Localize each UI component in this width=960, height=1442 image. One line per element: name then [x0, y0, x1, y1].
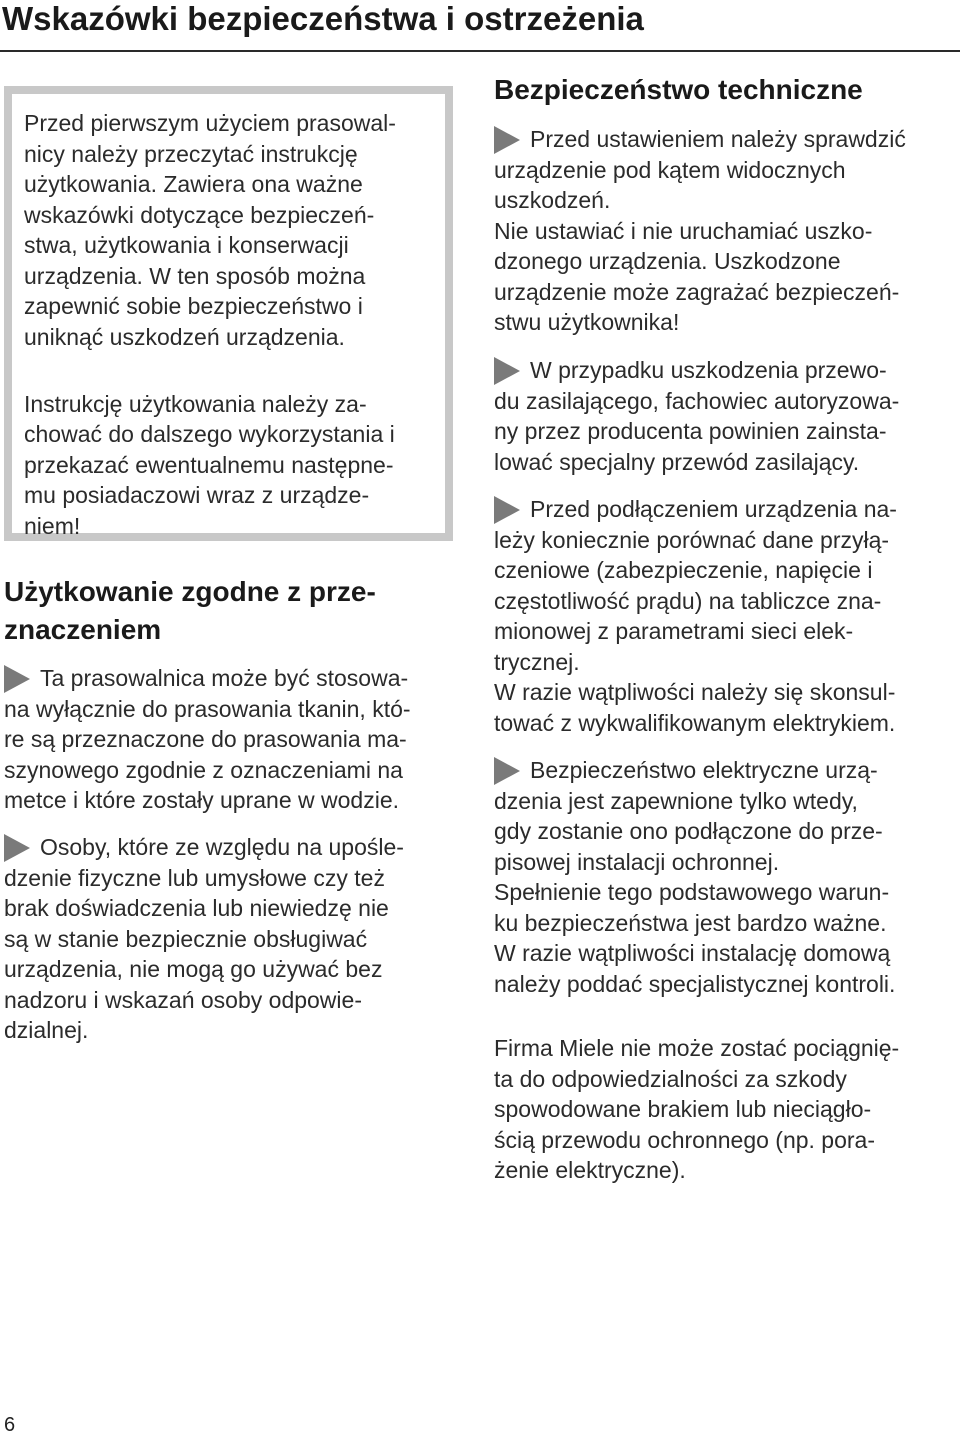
text-line: szynowego zgodnie z oznaczeniami na — [4, 757, 403, 783]
text-line: pisowej instalacji ochronnej. — [494, 849, 780, 875]
triangle-bullet-icon — [494, 357, 520, 385]
text-line: Przed podłączeniem urządzenia na- — [494, 494, 897, 524]
triangle-bullet-icon — [494, 496, 520, 524]
text-line: gdy zostanie ono podłączone do prze- — [494, 818, 883, 844]
text-line: du zasilającego, fachowiec autoryzowa- — [494, 388, 900, 414]
text-line: brak doświadczenia lub niewiedzę nie — [4, 895, 389, 921]
heading-line: znaczeniem — [4, 614, 162, 645]
text-line: mionowej z parametrami sieci elek- — [494, 618, 854, 644]
text-line: spowodowane brakiem lub nieciągło- — [494, 1096, 872, 1122]
technical-safety-heading: Bezpieczeństwo techniczne — [494, 74, 863, 105]
text-line: ścią przewodu ochronnego (np. pora- — [494, 1127, 876, 1153]
text-line: urządzenie pod kątem widocznych — [494, 157, 846, 183]
text-line: żenie elektryczne). — [494, 1157, 686, 1183]
text-line: urządzenia. W ten sposób można — [24, 263, 366, 289]
text-line: nadzoru i wskazań osoby odpowie- — [4, 987, 362, 1013]
text-line: Spełnienie tego podstawowego warun- — [494, 879, 890, 905]
text-line: niem! — [24, 513, 81, 539]
text-line: są w stanie bezpiecznie obsługiwać — [4, 926, 368, 952]
text-line: ta do odpowiedzialności za szkody — [494, 1066, 847, 1092]
text-line: dzenia jest zapewnione tylko wtedy, — [494, 788, 858, 814]
text-line: trycznej. — [494, 649, 580, 675]
triangle-bullet-icon — [494, 126, 520, 154]
text-line: uszkodzeń. — [494, 187, 611, 213]
text-line: Firma Miele nie może zostać pociągnię- — [494, 1035, 900, 1061]
text-line: zapewnić sobie bezpieczeństwo i — [24, 293, 363, 319]
text-line: Bezpieczeństwo elektryczne urzą- — [494, 755, 878, 785]
text-line: re są przeznaczone do prasowania ma- — [4, 726, 407, 752]
text-line: przekazać ewentualnemu następne- — [24, 452, 394, 478]
text-line: ny przez producenta powinien zainsta- — [494, 418, 887, 444]
text-line: W przypadku uszkodzenia przewo- — [494, 355, 887, 385]
text-line: W razie wątpliwości instalację domową — [494, 940, 891, 966]
text-line: wskazówki dotyczące bezpieczeń- — [24, 202, 375, 228]
heading-line: Użytkowanie zgodne z prze- — [4, 576, 376, 607]
text-line: stwa, użytkowania i konserwacji — [24, 232, 349, 258]
text-line: uniknąć uszkodzeń urządzenia. — [24, 324, 345, 350]
text-line: urządzenie może zagrażać bezpieczeń- — [494, 279, 900, 305]
text-line: Nie ustawiać i nie uruchamiać uszko- — [494, 218, 873, 244]
text-line: na wyłącznie do prasowania tkanin, któ- — [4, 696, 411, 722]
text-line: dzonego urządzenia. Uszkodzone — [494, 248, 841, 274]
text-line: Instrukcję użytkowania należy za- — [24, 391, 367, 417]
text-line: stwu użytkownika! — [494, 309, 680, 335]
text-line: urządzenia, nie mogą go używać bez — [4, 956, 383, 982]
text-line: W razie wątpliwości należy się skonsul- — [494, 679, 896, 705]
title-divider — [0, 50, 960, 52]
text-line: lować specjalny przewód zasilający. — [494, 449, 860, 475]
text-line: nicy należy przeczytać instrukcję — [24, 141, 358, 167]
page-number: 6 — [4, 1414, 16, 1436]
text-line: tować z wykwalifikowanym elektrykiem. — [494, 710, 896, 736]
page-title: Wskazówki bezpieczeństwa i ostrzeżenia — [2, 0, 644, 37]
text-line: czeniowe (zabezpieczenie, napięcie i — [494, 557, 873, 583]
text-line: dzenie fizyczne lub umysłowe czy też — [4, 865, 385, 891]
text-line: dzialnej. — [4, 1017, 89, 1043]
text-line: leży koniecznie porównać dane przyłą- — [494, 527, 890, 553]
text-line: użytkowania. Zawiera ona ważne — [24, 171, 363, 197]
text-line: Przed ustawieniem należy sprawdzić — [494, 124, 906, 154]
text-line: należy poddać specjalistycznej kontroli. — [494, 971, 896, 997]
text-line: częstotliwość prądu) na tabliczce zna- — [494, 588, 882, 614]
text-line: mu posiadaczowi wraz z urządze- — [24, 482, 370, 508]
triangle-bullet-icon — [494, 757, 520, 785]
triangle-bullet-icon — [4, 665, 30, 693]
text-line: ku bezpieczeństwa jest bardzo ważne. — [494, 910, 887, 936]
text-line: Ta prasowalnica może być stosowa- — [4, 663, 408, 693]
text-line: Osoby, które ze względu na upośle- — [4, 832, 404, 862]
text-line: chować do dalszego wykorzystania i — [24, 421, 395, 447]
text-line: Przed pierwszym użyciem prasowal- — [24, 110, 396, 136]
triangle-bullet-icon — [4, 834, 30, 862]
text-line: metce i które zostały uprane w wodzie. — [4, 787, 400, 813]
